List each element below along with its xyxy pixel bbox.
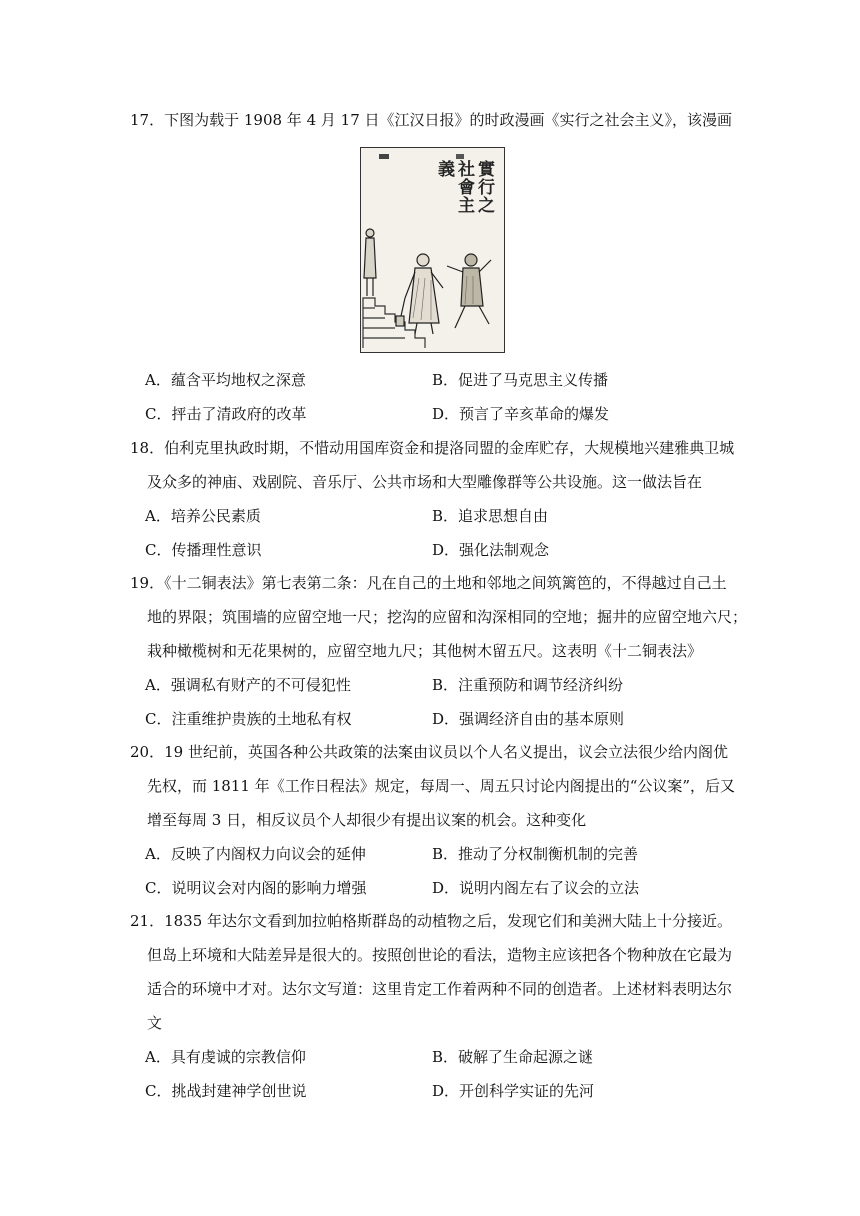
question-17-stem-line: 17．下图为载于 1908 年 4 月 17 日《江汉日报》的时政漫画《实行之社会主义》，该漫画 [130,111,733,129]
question-17 [130,103,733,137]
options-row [130,363,730,397]
option-b[interactable]: B．追求思想自由 [432,507,549,525]
question-21-stem-line: 文 [147,1014,163,1032]
cartoon-title: 實行之社會主義 [434,160,494,214]
question-17-options [130,363,730,431]
option-a[interactable]: A．蕴含平均地权之深意 [145,371,306,389]
option-b[interactable]: B．促进了马克思主义传播 [432,371,609,389]
question-21-stem-line: 21．1835 年达尔文看到加拉帕格斯群岛的动植物之后，发现它们和美洲大陆上十分接近。 [130,912,733,930]
options-row [130,1040,730,1074]
options-row [130,1074,730,1108]
options-row [130,397,730,431]
option-b[interactable]: B．破解了生命起源之谜 [432,1048,594,1066]
question-18-stem-line: 及众多的神庙、戏剧院、音乐厅、公共市场和大型雕像群等公共设施。这一做法旨在 [147,473,703,491]
option-d[interactable]: D．强调经济自由的基本原则 [432,710,625,728]
option-b[interactable]: B．注重预防和调节经济纠纷 [432,676,624,694]
option-d[interactable]: D．强化法制观念 [432,541,550,559]
options-row [130,533,730,567]
option-c[interactable]: C．注重维护贵族的土地私有权 [145,710,352,728]
options-row [130,871,730,905]
question-19-stem-line: 地的界限；筑围墙的应留空地一尺；挖沟的应留和沟深相同的空地；掘井的应留空地六尺； [147,608,748,626]
question-20 [130,735,736,905]
option-c[interactable]: C．抨击了清政府的改革 [145,405,307,423]
option-b[interactable]: B．推动了分权制衡机制的完善 [432,845,639,863]
question-21 [130,904,733,1108]
question-19-stem-line: 19．《十二铜表法》第七表第二条：凡在自己的土地和邻地之间筑篱笆的，不得越过自己土 [130,574,727,592]
option-a[interactable]: A．具有虔诚的宗教信仰 [145,1048,306,1066]
option-d[interactable]: D．预言了辛亥革命的爆发 [432,405,610,423]
options-row [130,702,730,736]
question-20-stem-line: 先权，而 1811 年《工作日程法》规定，每周一、周五只讨论内阁提出的“公议案”，后又 [147,777,736,795]
question-21-stem-line: 但岛上环境和大陆差异是很大的。按照创世论的看法，造物主应该把各个物种放在它最为 [147,946,733,964]
options-row [130,499,730,533]
option-a[interactable]: A．培养公民素质 [145,507,261,525]
question-19 [130,566,748,736]
option-a[interactable]: A．反映了内阁权力向议会的延伸 [145,845,366,863]
options-row [130,837,730,871]
question-20-stem-line: 增至每周 3 日，相反议员个人却很少有提出议案的机会。这种变化 [147,811,587,829]
question-18 [130,431,735,567]
options-row [130,668,730,702]
option-c[interactable]: C．说明议会对内阁的影响力增强 [145,879,367,897]
political-cartoon-image [360,147,505,353]
question-21-stem-line: 适合的环境中才对。达尔文写道：这里肯定工作着两种不同的创造者。上述材料表明达尔 [147,980,733,998]
option-c[interactable]: C．传播理性意识 [145,541,262,559]
option-a[interactable]: A．强调私有财产的不可侵犯性 [145,676,351,694]
option-d[interactable]: D．开创科学实证的先河 [432,1082,595,1100]
question-18-stem-line: 18．伯利克里执政时期，不惜动用国库资金和提洛同盟的金库贮存，大规模地兴建雅典卫城 [130,439,735,457]
question-19-stem-line: 栽种橄榄树和无花果树的，应留空地九尺；其他树木留五尺。这表明《十二铜表法》 [147,642,703,660]
question-20-stem-line: 20．19 世纪前，英国各种公共政策的法案由议员以个人名义提出，议会立法很少给内阁优 [130,743,728,761]
option-c[interactable]: C．挑战封建神学创世说 [145,1082,307,1100]
option-d[interactable]: D．说明内阁左右了议会的立法 [432,879,640,897]
